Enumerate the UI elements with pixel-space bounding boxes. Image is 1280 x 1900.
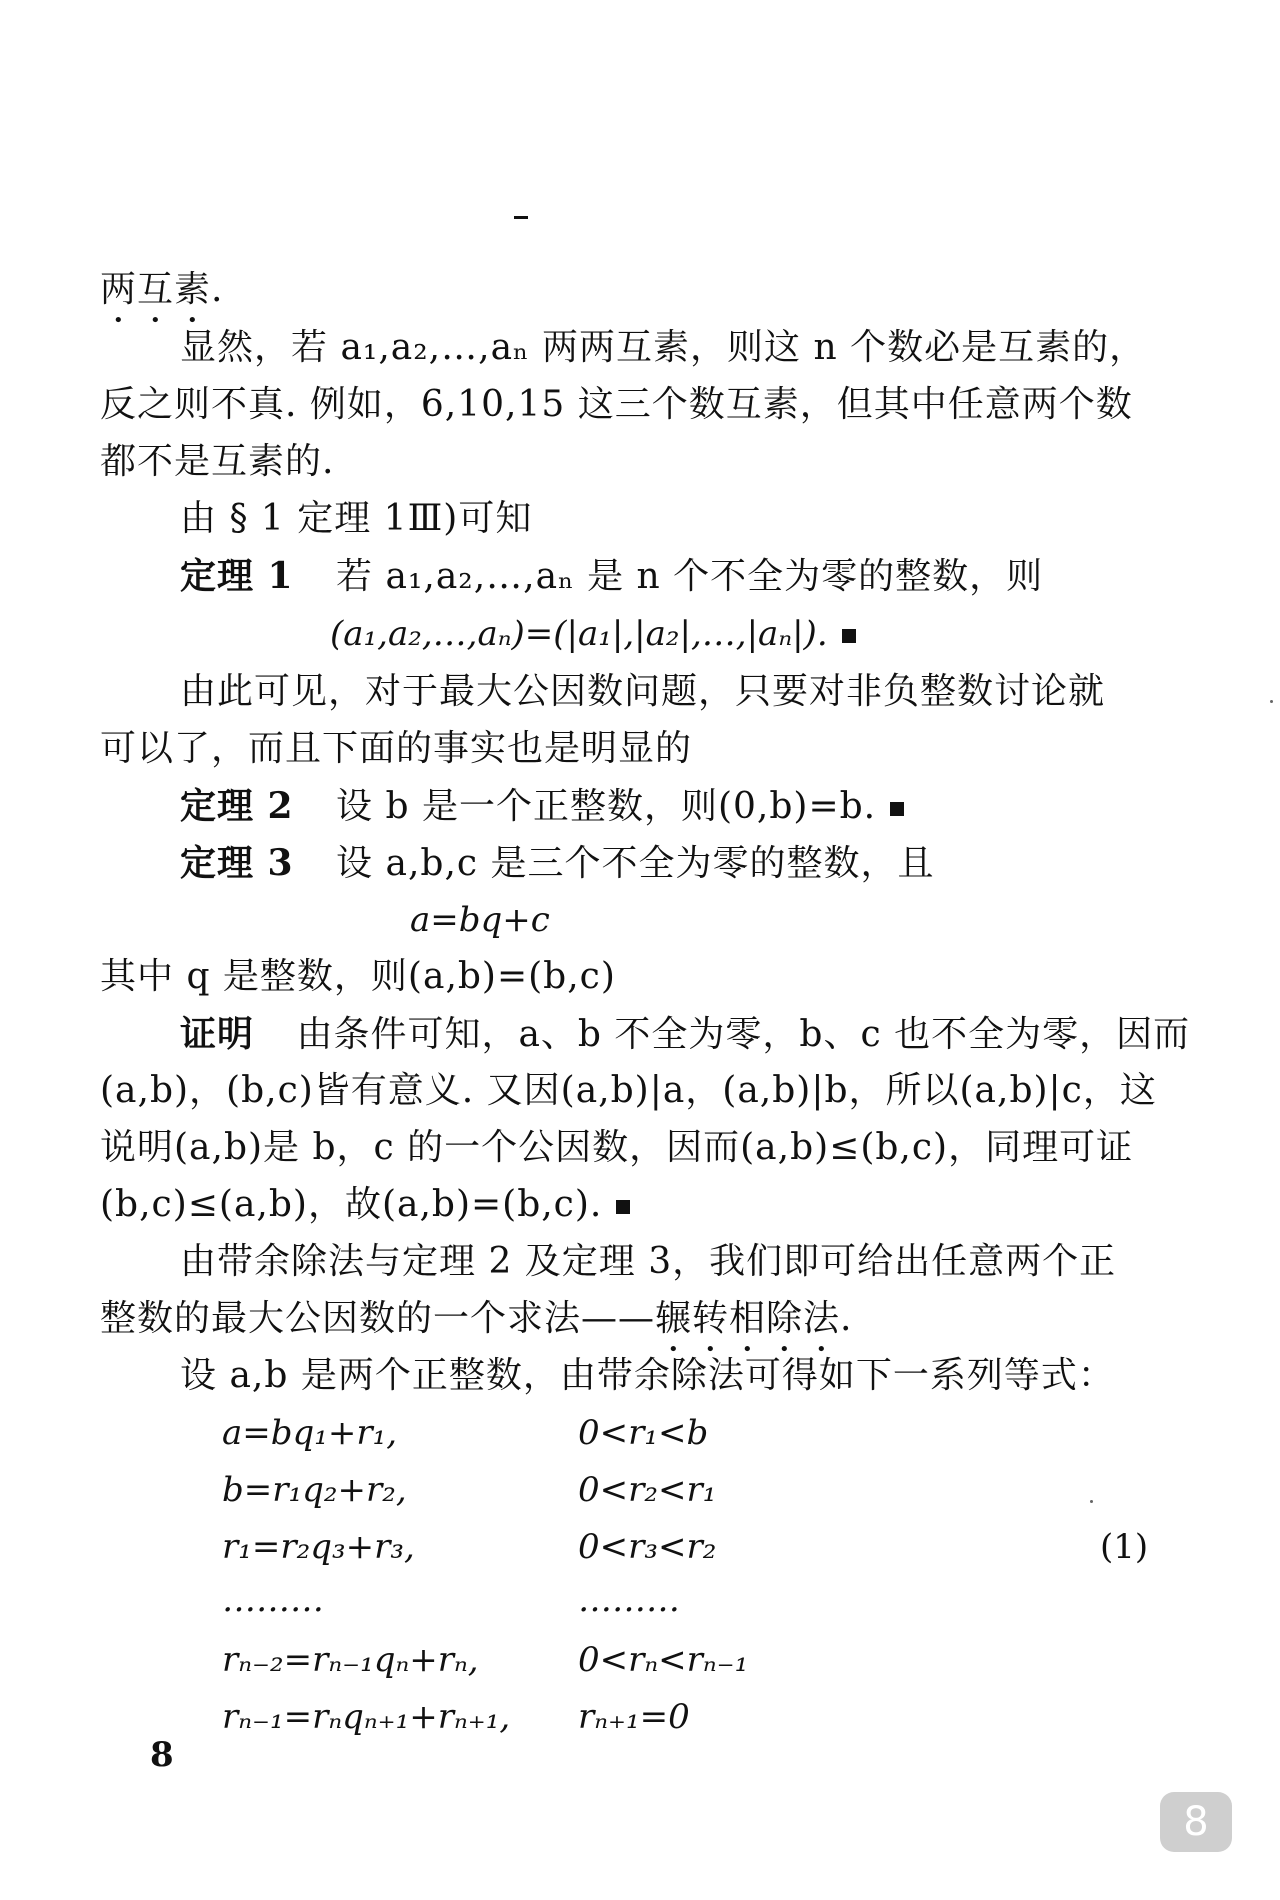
theorem-3 [180, 841, 935, 886]
text-line-4: 都不是互素的. [100, 441, 335, 482]
equation-right: 0<r₁<b [578, 1413, 709, 1453]
end-of-proof-mark [616, 1200, 630, 1214]
scan-speck [1090, 1500, 1093, 1503]
page-indicator-badge[interactable]: 8 [1160, 1792, 1232, 1852]
para3-suffix: . [840, 1298, 853, 1339]
para3-line-3: 设 a,b 是两个正整数，由带余除法可得如下一系列等式： [180, 1355, 1115, 1396]
theorem-2-text: 设 b 是一个正整数，则(0,b)=b. [336, 786, 877, 827]
para2-line-2: 可以了，而且下面的事实也是明显的 [100, 728, 693, 769]
theorem-1-label: 定理 1 [180, 555, 294, 597]
para2-line-1: 由此可见，对于最大公因数问题，只要对非负整数讨论就 [180, 671, 1106, 712]
equation-left: a=bq₁+r₁, [222, 1413, 398, 1453]
equation-left: rₙ₋₂=rₙ₋₁qₙ+rₙ, [222, 1640, 479, 1680]
theorem-2-label: 定理 2 [180, 785, 294, 827]
top-mark [514, 216, 528, 219]
end-of-proof-mark [842, 629, 856, 643]
text-line-5: 由 § 1 定理 1Ⅲ)可知 [180, 498, 533, 539]
proof-label: 证明 [180, 1013, 255, 1055]
theorem-1-formula: (a₁,a₂,…,aₙ)=(|a₁|,|a₂|,…,|aₙ|). [330, 614, 828, 654]
equation-left: b=r₁q₂+r₂, [222, 1470, 407, 1510]
scan-speck [1270, 700, 1273, 703]
equation-right: rₙ₊₁=0 [578, 1697, 690, 1737]
theorem-3-label: 定理 3 [180, 842, 294, 884]
page-number: 8 [150, 1735, 174, 1775]
emphasized-term: 两互素. [100, 269, 224, 310]
equation-ellipsis-left: ……… [222, 1580, 324, 1620]
para3-line-2 [100, 1297, 852, 1360]
equation-right: 0<rₙ<rₙ₋₁ [578, 1640, 749, 1680]
emphasized-term: 辗转相除法 [655, 1298, 841, 1339]
text-line-2: 显然，若 a₁,a₂,…,aₙ 两两互素，则这 n 个数必是互素的， [180, 327, 1147, 368]
theorem-1-text: 若 a₁,a₂,…,aₙ 是 n 个不全为零的整数，则 [336, 556, 1044, 597]
proof-line-4 [100, 1183, 630, 1227]
text-line-1 [100, 268, 223, 331]
theorem-3-formula: a=bq+c [410, 900, 550, 940]
end-of-proof-mark [890, 802, 904, 816]
proof-line-2: (a,b)，(b,c)皆有意义. 又因(a,b)|a，(a,b)|b，所以(a,b)|c，这 [100, 1070, 1157, 1111]
theorem-3-text: 设 a,b,c 是三个不全为零的整数，且 [336, 843, 935, 884]
equation-right: 0<r₂<r₁ [578, 1470, 717, 1510]
proof-line-3: 说明(a,b)是 b，c 的一个公因数，因而(a,b)≤(b,c)，同理可证 [100, 1127, 1134, 1168]
equation-number: (1) [1100, 1527, 1149, 1567]
equation-left: rₙ₋₁=rₙqₙ₊₁+rₙ₊₁, [222, 1697, 511, 1737]
para3-line-1: 由带余除法与定理 2 及定理 3，我们即可给出任意两个正 [180, 1241, 1117, 1282]
theorem-1-formula-line [330, 612, 856, 656]
theorem-1 [180, 554, 1043, 599]
equation-left: r₁=r₂q₃+r₃, [222, 1527, 415, 1567]
text-line-3: 反之则不真. 例如，6,10,15 这三个数互素，但其中任意两个数 [100, 384, 1133, 425]
proof-line-1 [180, 1012, 1190, 1057]
equation-ellipsis-right: ……… [578, 1580, 680, 1620]
equation-right: 0<r₃<r₂ [578, 1527, 717, 1567]
theorem-2 [180, 784, 904, 829]
theorem-3-after: 其中 q 是整数，则(a,b)=(b,c) [100, 956, 616, 997]
proof-text-1: 由条件可知，a、b 不全为零，b、c 也不全为零，因而 [296, 1014, 1191, 1055]
para3-prefix: 整数的最大公因数的一个求法—— [100, 1298, 656, 1339]
proof-text-4: (b,c)≤(a,b)，故(a,b)=(b,c). [100, 1184, 603, 1225]
